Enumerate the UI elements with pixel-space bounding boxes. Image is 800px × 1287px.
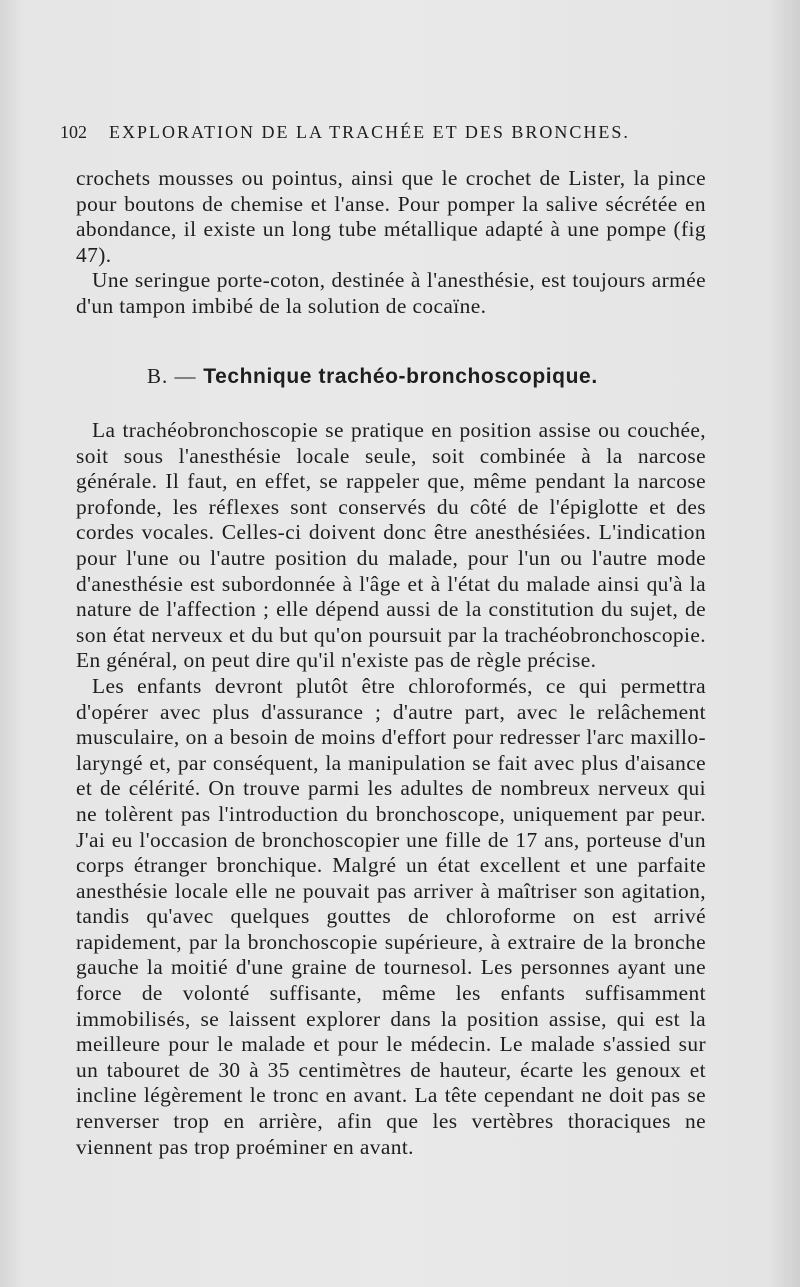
section-letter: B. — [147, 364, 197, 388]
paragraph: Une seringue porte-coton, destinée à l'anesthésie, est toujours armée d'un tampon imbibé de la solution de cocaïne. [76, 268, 706, 318]
running-title: EXPLORATION DE LA TRACHÉE ET DES BRONCHES. [109, 122, 630, 142]
section-title: Technique trachéo-bronchoscopique. [203, 365, 598, 388]
paragraph: crochets mousses ou pointus, ainsi que le crochet de Lister, la pince pour boutons de chemise et l'anse. Pour pomper la salive sécrétée en abondance, il existe un long tube métallique adapté à une pompe (fig 47). [76, 166, 706, 267]
section-heading [147, 364, 598, 389]
intro-text [76, 166, 706, 320]
page-number: 102 [60, 122, 87, 142]
paragraph: La trachéobronchoscopie se pratique en position assise ou couchée, soit sous l'anesthésie locale seule, soit combinée à la narcose générale. Il faut, en effet, se rappeler que, même pendant la narcose profonde, les réflexes sont conservés du côté de l'épiglotte et des cordes vocales. Celles-ci doivent donc être anesthésiées. L'indication pour l'une ou l'autre position du malade, pour l'un ou l'autre mode d'anesthésie est subordonnée à l'âge et à l'état du malade ainsi qu'à la nature de l'affection ; elle dépend aussi de la constitution du sujet, de son état nerveux et du but qu'on poursuit par la trachéobronchoscopie. En général, on peut dire qu'il n'existe pas de règle précise. [76, 418, 706, 673]
body-text [76, 418, 706, 1160]
paragraph: Les enfants devront plutôt être chloroformés, ce qui permettra d'opérer avec plus d'assurance ; d'autre part, avec le relâchement musculaire, on a besoin de moins d'effort pour redresser l'arc maxillo-laryngé et, par conséquent, la manipulation se fait avec plus d'aisance et de célérité. On trouve parmi les adultes de nombreux nerveux qui ne tolèrent pas l'introduction du bronchoscope, uniquement par peur. J'ai eu l'occasion de bronchoscopier une fille de 17 ans, porteuse d'un corps étranger bronchique. Malgré un état excellent et une parfaite anesthésie locale elle ne pouvait pas arriver à maîtriser son agitation, tandis qu'avec quelques gouttes de chloroforme on est arrivé rapidement, par la bronchoscopie supérieure, à extraire de la bronche gauche la moitié d'une graine de tournesol. Les personnes ayant une force de volonté suffisante, même les enfants suffisamment immobilisés, se laissent explorer dans la position assise, qui est la meilleure pour le malade et pour le médecin. Le malade s'assied sur un tabouret de 30 à 35 centimètres de hauteur, écarte les genoux et incline légèrement le tronc en avant. La tête cependant ne doit pas se renverser trop en arrière, afin que les vertèbres thoraciques ne viennent pas trop proéminer en avant. [76, 673, 706, 1159]
running-header [60, 122, 720, 143]
